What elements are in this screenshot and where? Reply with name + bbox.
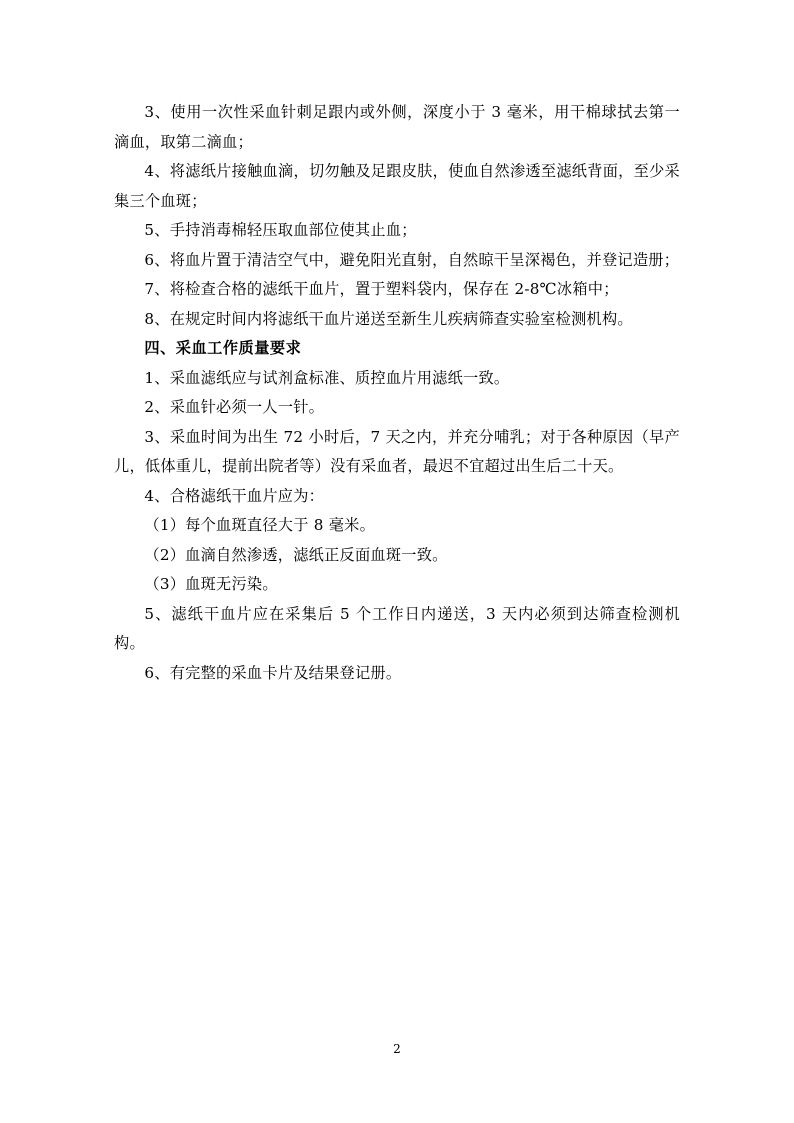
document-body xyxy=(114,98,680,688)
requirement-2: 2、采血针必须一人一针。 xyxy=(144,398,325,416)
paragraph-step-3: 3、使用一次性采血针刺足跟内或外侧，深度小于 3 毫米，用干棉球拭去第一滴血，取第二滴血； xyxy=(114,103,680,151)
requirement-5: 5、滤纸干血片应在采集后 5 个工作日内递送，3 天内必须到达筛查检测机构。 xyxy=(114,604,680,652)
requirement-4: 4、合格滤纸干血片应为： xyxy=(144,486,325,505)
paragraph-step-8: 8、在规定时间内将滤纸干血片递送至新生儿疾病筛查实验室检测机构。 xyxy=(144,309,633,328)
requirement-1: 1、采血滤纸应与试剂盒标准、质控血片用滤纸一致。 xyxy=(144,368,510,387)
paragraph-step-6: 6、将血片置于清洁空气中，避免阳光直射，自然晾干呈深褐色，并登记造册； xyxy=(144,250,680,269)
requirement-4-sub-1: （1）每个血斑直径大于 8 毫米。 xyxy=(144,516,376,534)
requirement-4-sub-3: （3）血斑无污染。 xyxy=(144,575,278,593)
page-number: 2 xyxy=(393,1042,401,1056)
requirement-6: 6、有完整的采血卡片及结果登记册。 xyxy=(144,663,402,682)
section-heading-quality-requirements: 四、采血工作质量要求 xyxy=(144,339,302,357)
requirement-3: 3、采血时间为出生 72 小时后，7 天之内，并充分哺乳；对于各种原因（早产儿，低体重儿，提前出院者等）没有采血者，最迟不宜超过出生后二十天。 xyxy=(114,427,680,475)
paragraph-step-5: 5、手持消毒棉轻压取血部位使其止血； xyxy=(144,221,417,239)
paragraph-step-7: 7、将检查合格的滤纸干血片，置于塑料袋内，保存在 2-8℃冰箱中； xyxy=(144,280,619,298)
paragraph-step-4: 4、将滤纸片接触血滴，切勿触及足跟皮肤，使血自然渗透至滤纸背面，至少采集三个血斑； xyxy=(114,162,680,210)
requirement-4-sub-2: （2）血滴自然渗透，滤纸正反面血斑一致。 xyxy=(144,545,448,564)
